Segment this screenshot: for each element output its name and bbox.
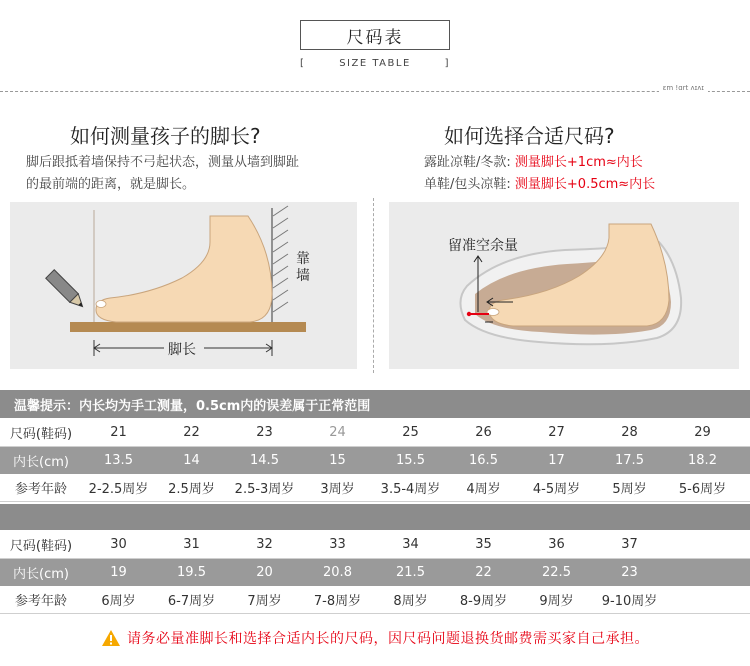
length-cell: 20.8 bbox=[323, 565, 352, 580]
rule-1-prefix: 露趾凉鞋/冬款: bbox=[424, 155, 511, 170]
age-cell: 4-5周岁 bbox=[532, 482, 581, 497]
header-divider bbox=[0, 91, 750, 92]
size-cell: 22 bbox=[183, 425, 200, 440]
length-cell: 14 bbox=[183, 453, 200, 468]
row-label: 尺码(鞋码) bbox=[9, 427, 73, 442]
age-cell: 2.5-3周岁 bbox=[234, 482, 295, 497]
rule-line-2 bbox=[424, 174, 655, 196]
size-cell: 36 bbox=[548, 537, 565, 552]
age-cell: 8周岁 bbox=[393, 594, 428, 609]
bracket-left: [ bbox=[300, 58, 306, 69]
age-cell: 5-6周岁 bbox=[678, 482, 727, 497]
length-cell: 13.5 bbox=[104, 453, 133, 468]
length-cell: 21.5 bbox=[396, 565, 425, 580]
row-label: 内长(cm) bbox=[13, 455, 69, 470]
length-cell: 18.2 bbox=[688, 453, 717, 468]
age-cell: 3周岁 bbox=[320, 482, 355, 497]
length-cell: 22.5 bbox=[542, 565, 571, 580]
space-label: 留准空余量 bbox=[448, 238, 518, 254]
tip-text: 温馨提示：内长均为手工测量，0.5cm内的误差属于正常范围 bbox=[14, 399, 371, 414]
right-heading: 如何选择合适尺码? bbox=[444, 124, 615, 148]
age-cell: 8-9周岁 bbox=[459, 594, 508, 609]
age-cell: 3.5-4周岁 bbox=[380, 482, 441, 497]
size-table-1 bbox=[0, 419, 750, 502]
age-cell: 6-7周岁 bbox=[167, 594, 216, 609]
page-title: 尺码表 bbox=[346, 27, 404, 48]
row-label: 参考年龄 bbox=[14, 594, 67, 609]
wall-label-1: 靠 bbox=[296, 251, 310, 267]
age-cell: 5周岁 bbox=[612, 482, 647, 497]
age-cell: 2-2.5周岁 bbox=[88, 482, 149, 497]
size-cell: 24 bbox=[329, 425, 346, 440]
shoe-fit-svg bbox=[389, 202, 739, 369]
length-cell: 20 bbox=[256, 565, 273, 580]
size-cell: 27 bbox=[548, 425, 565, 440]
length-cell: 17 bbox=[548, 453, 565, 468]
row-label: 尺码(鞋码) bbox=[9, 539, 73, 554]
rule-2-prefix: 单鞋/包头凉鞋: bbox=[424, 177, 511, 192]
size-cell: 29 bbox=[694, 425, 711, 440]
side-note bbox=[659, 84, 708, 92]
size-cell: 32 bbox=[256, 537, 273, 552]
warning-notice bbox=[0, 628, 750, 648]
length-cell: 14.5 bbox=[250, 453, 279, 468]
length-cell: 15 bbox=[329, 453, 346, 468]
wall-label bbox=[296, 251, 310, 285]
length-cell: 19.5 bbox=[177, 565, 206, 580]
table-separator-bar bbox=[0, 504, 750, 530]
tip-bar bbox=[0, 390, 750, 418]
table-row-ages bbox=[0, 586, 750, 614]
length-cell: 19 bbox=[110, 565, 127, 580]
age-cell: 9-10周岁 bbox=[601, 594, 658, 609]
length-cell: 23 bbox=[621, 565, 638, 580]
age-cell: 6周岁 bbox=[101, 594, 136, 609]
size-cell: 23 bbox=[256, 425, 273, 440]
bracket-right: ] bbox=[444, 58, 450, 69]
wall-label-2: 墙 bbox=[296, 268, 310, 284]
side-note-text: ɛm !ɑrt ʌɪʌɪ bbox=[662, 84, 704, 92]
length-cell: 17.5 bbox=[615, 453, 644, 468]
table-row-lengths bbox=[0, 559, 750, 586]
rule-1-formula: 测量脚长+1cm≈内长 bbox=[514, 155, 643, 170]
size-cell: 21 bbox=[110, 425, 127, 440]
table-row-sizes bbox=[0, 419, 750, 447]
length-cell: 16.5 bbox=[469, 453, 498, 468]
right-description bbox=[424, 152, 655, 196]
foot-length-label: 脚长 bbox=[168, 342, 196, 358]
size-cell: 31 bbox=[183, 537, 200, 552]
size-table-subtitle bbox=[300, 58, 450, 69]
age-cell: 2.5周岁 bbox=[168, 482, 215, 497]
size-cell: 28 bbox=[621, 425, 638, 440]
row-label: 参考年龄 bbox=[14, 482, 67, 497]
length-cell: 15.5 bbox=[396, 453, 425, 468]
rule-line-1 bbox=[424, 152, 655, 174]
left-desc-line-1: 脚后跟抵着墙保持不弓起状态，测量从墙到脚趾 bbox=[26, 155, 300, 170]
warning-text: 请务必量准脚长和选择合适内长的尺码，因尺码问题退换货邮费需买家自己承担。 bbox=[127, 631, 649, 647]
left-description bbox=[26, 152, 299, 196]
size-cell: 25 bbox=[402, 425, 419, 440]
age-cell: 4周岁 bbox=[466, 482, 501, 497]
table-row-sizes bbox=[0, 531, 750, 559]
age-cell: 7周岁 bbox=[247, 594, 282, 609]
rule-2-formula: 测量脚长+0.5cm≈内长 bbox=[514, 177, 656, 192]
size-table-2 bbox=[0, 531, 750, 614]
table-row-ages bbox=[0, 474, 750, 502]
left-desc-line-2: 的最前端的距离，就是脚长。 bbox=[26, 177, 196, 192]
row-label: 内长(cm) bbox=[13, 567, 69, 582]
size-cell: 30 bbox=[110, 537, 127, 552]
left-heading: 如何测量孩子的脚长? bbox=[70, 124, 261, 148]
section-divider bbox=[373, 198, 374, 373]
foot-measure-illustration bbox=[10, 202, 357, 369]
size-cell: 35 bbox=[475, 537, 492, 552]
table-row-lengths bbox=[0, 447, 750, 474]
subtitle-text: SIZE TABLE bbox=[339, 58, 411, 69]
warning-icon bbox=[101, 629, 121, 647]
age-cell: 9周岁 bbox=[539, 594, 574, 609]
size-cell: 37 bbox=[621, 537, 638, 552]
age-cell: 7-8周岁 bbox=[313, 594, 362, 609]
length-cell: 22 bbox=[475, 565, 492, 580]
shoe-fit-illustration bbox=[389, 202, 739, 369]
size-cell: 33 bbox=[329, 537, 346, 552]
size-cell: 34 bbox=[402, 537, 419, 552]
page-title-box bbox=[300, 20, 450, 50]
size-cell: 26 bbox=[475, 425, 492, 440]
